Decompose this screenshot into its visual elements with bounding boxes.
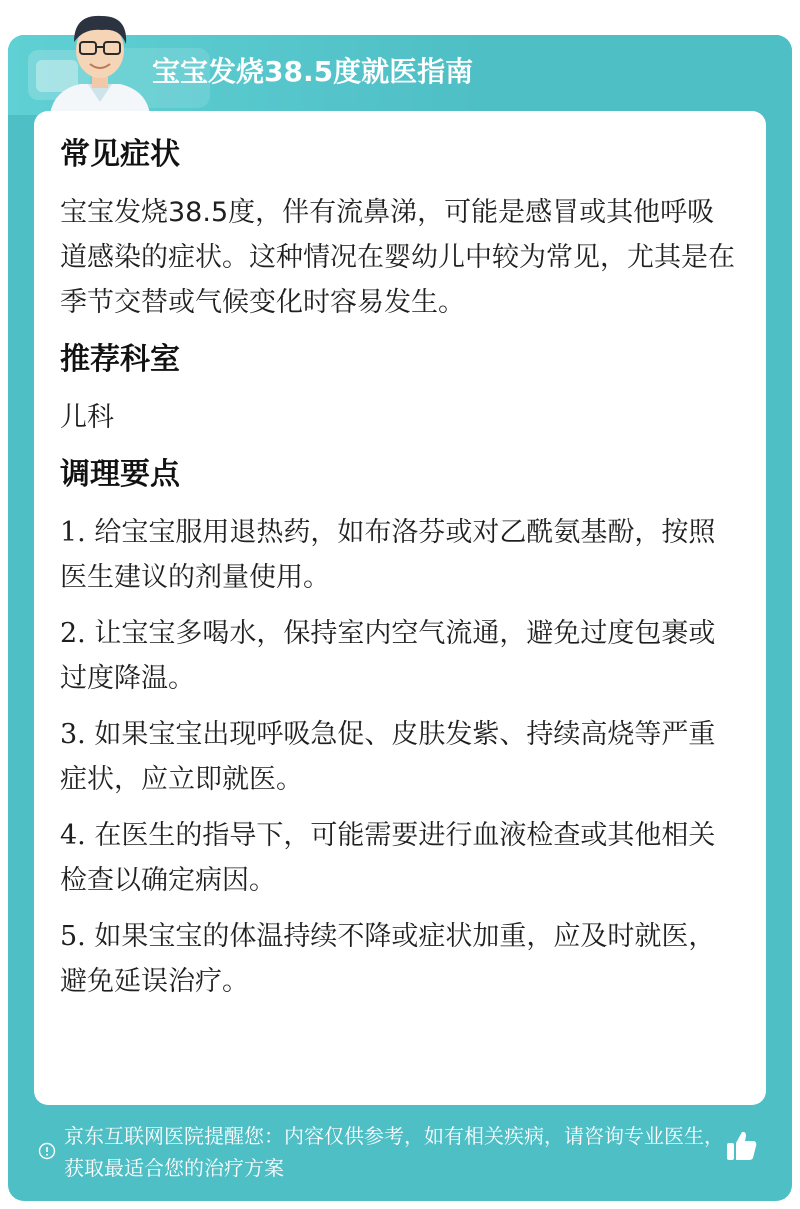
care-item-5 <box>60 914 740 1004</box>
department-heading: 推荐科室 <box>60 342 180 377</box>
care-item-number: 1. <box>60 517 86 548</box>
care-item-text: 给宝宝服用退热药，如布洛芬或对乙酰氨基酚，按照医生建议的剂量使用。 <box>60 517 716 593</box>
care-item-number: 5. <box>60 921 86 952</box>
department-text: 儿科 <box>60 402 114 433</box>
care-heading: 调理要点 <box>60 457 180 492</box>
info-icon <box>38 1142 56 1160</box>
symptoms-text: 宝宝发烧38.5度，伴有流鼻涕，可能是感冒或其他呼吸道感染的症状。这种情况在婴幼儿中较为常见，尤其是在季节交替或气候变化时容易发生。 <box>60 197 735 318</box>
care-item-number: 2. <box>60 618 86 649</box>
care-item-text: 如果宝宝的体温持续不降或症状加重，应及时就医，避免延误治疗。 <box>60 921 716 997</box>
care-item-text: 如果宝宝出现呼吸急促、皮肤发紫、持续高烧等严重症状，应立即就医。 <box>60 719 716 795</box>
disclaimer-text: 京东互联网医院提醒您：内容仅供参考，如有相关疾病，请咨询专业医生，获取最适合您的治疗方案 <box>64 1124 724 1180</box>
care-item-number: 3. <box>60 719 86 750</box>
care-item-text: 让宝宝多喝水，保持室内空气流通，避免过度包裹或过度降温。 <box>60 618 716 694</box>
care-item-4 <box>60 813 740 903</box>
care-item-3 <box>60 712 740 802</box>
care-item-text: 在医生的指导下，可能需要进行血液检查或其他相关检查以确定病因。 <box>60 820 716 896</box>
content-area <box>60 124 740 1015</box>
care-item-number: 4. <box>60 820 86 851</box>
page-title: 宝宝发烧38.5度就医指南 <box>152 55 474 88</box>
symptoms-heading: 常见症状 <box>60 137 180 172</box>
thumbs-up-icon[interactable] <box>724 1128 760 1164</box>
doctor-avatar-icon <box>40 2 160 114</box>
care-item-2 <box>60 611 740 701</box>
care-item-1 <box>60 510 740 600</box>
